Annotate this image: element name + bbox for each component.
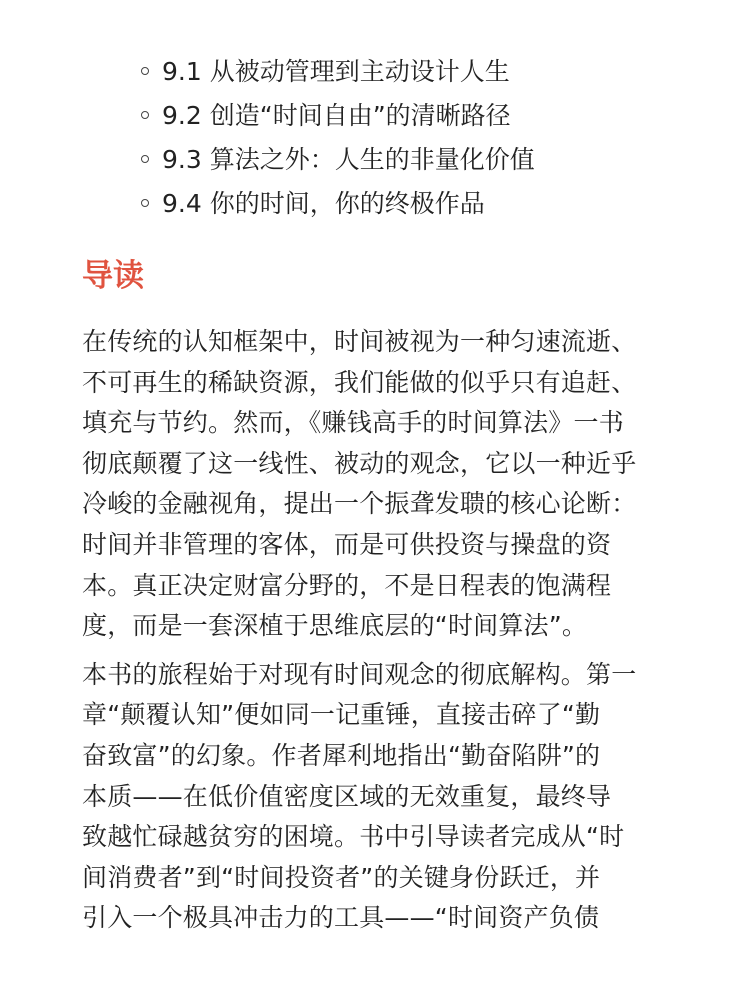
toc-item-number: 9.1 <box>162 57 202 86</box>
toc-item-number: 9.2 <box>162 101 202 130</box>
paragraph-line: 彻底颠覆了这一线性、被动的观念，它以一种近乎 <box>82 448 637 478</box>
paragraph-body <box>82 655 690 939</box>
toc-item-number: 9.4 <box>162 189 202 218</box>
paragraph-line: 冷峻的金融视角，提出一个振聋发聩的核心论断： <box>82 489 637 519</box>
hollow-circle-bullet-icon <box>141 67 149 75</box>
paragraph-line: 章“颠覆认知”便如同一记重锤，直接击碎了“勤 <box>82 700 601 730</box>
table-of-contents <box>82 0 690 226</box>
toc-item-9-1[interactable] <box>162 50 690 94</box>
paragraph-line: 致越忙碌越贫穷的困境。书中引导读者完成从“时 <box>82 822 625 852</box>
toc-item-9-4[interactable] <box>162 182 690 226</box>
toc-item-number: 9.3 <box>162 145 202 174</box>
toc-item-title: 创造“时间自由”的清晰路径 <box>209 101 511 130</box>
toc-item-title: 你的时间，你的终极作品 <box>209 189 485 218</box>
hollow-circle-bullet-icon <box>141 111 149 119</box>
toc-item-9-2[interactable] <box>162 94 690 138</box>
toc-item-title: 算法之外：人生的非量化价值 <box>209 145 535 174</box>
hollow-circle-bullet-icon <box>141 199 149 207</box>
paragraph-line: 本质——在低价值密度区域的无效重复，最终导 <box>82 781 612 811</box>
toc-item-title: 从被动管理到主动设计人生 <box>209 57 510 86</box>
paragraph-line: 填充与节约。然而，《赚钱高手的时间算法》一书 <box>82 408 624 438</box>
paragraph-line: 间消费者”到“时间投资者”的关键身份跃迁，并 <box>82 862 601 892</box>
toc-item-9-3[interactable] <box>162 138 690 182</box>
paragraph-line: 奋致富”的幻象。作者犀利地指出“勤奋陷阱”的 <box>82 740 601 770</box>
paragraph-line: 度，而是一套深植于思维底层的“时间算法”。 <box>82 611 588 641</box>
paragraph-intro <box>82 322 690 647</box>
paragraph-line: 引入一个极具冲击力的工具——“时间资产负债 <box>82 903 600 933</box>
section-heading: 导读 <box>82 258 144 294</box>
paragraph-line: 本书的旅程始于对现有时间观念的彻底解构。第一 <box>82 659 637 689</box>
paragraph-line: 不可再生的稀缺资源，我们能做的似乎只有追赶、 <box>82 367 637 397</box>
paragraph-line: 本。真正决定财富分野的，不是日程表的饱满程 <box>82 570 612 600</box>
hollow-circle-bullet-icon <box>141 155 149 163</box>
paragraph-line: 时间并非管理的客体，而是可供投资与操盘的资 <box>82 529 612 559</box>
paragraph-line: 在传统的认知框架中，时间被视为一种匀速流逝、 <box>82 327 637 356</box>
